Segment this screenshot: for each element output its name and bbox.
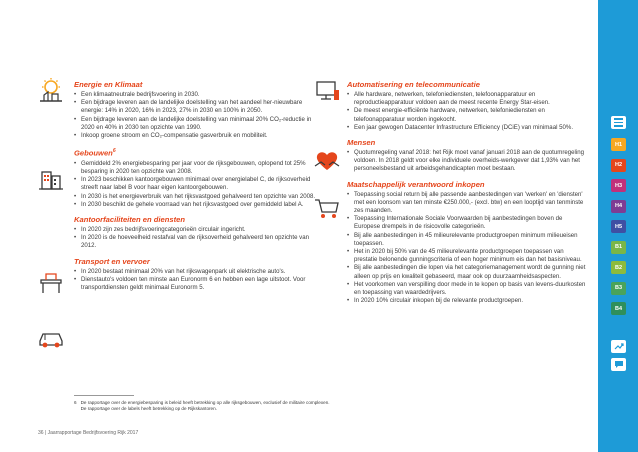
nav-item-h4[interactable]: H4 — [611, 200, 626, 213]
nav-item-b4[interactable]: B4 — [611, 302, 626, 315]
list-item: • Bij alle aanbestedingen die lopen via het categoriemanagement wordt de gunning niet alleen op prijs en kwaliteit gebaseerd, maar ook op duurzaamheidsaspecten. — [347, 264, 587, 280]
list-item: • Gemiddeld 2% energiebesparing per jaar voor de rijksgebouwen, oplopend tot 25% besparing in 2020 ten opzichte van 2008. — [74, 160, 324, 176]
section-procurement — [347, 180, 587, 306]
nav-item-b1[interactable]: B1 — [611, 241, 626, 254]
section-title: Automatisering en telecommunicatie — [347, 80, 480, 89]
section-title — [74, 146, 324, 159]
list-item: • Het voorkomen van verspilling door mede in te kopen op basis van levens-duurkosten en toepassing van waardedrijvers. — [347, 281, 587, 297]
list-item: • De meest energie-efficiënte hardware, netwerken, telefoniediensten en telefoonapparatuur worden ingekocht. — [347, 107, 587, 123]
list-item: • Een klimaatneutrale bedrijfsvoering in 2030. — [74, 91, 324, 99]
list-item: • Dienstauto's voldoen ten minste aan Euronorm 6 en hebben een lage uitstoot. Voor transportdiensten geldt minimaal Euronorm 5. — [74, 276, 324, 292]
buildings-icon — [36, 164, 66, 194]
nav-item-h5[interactable]: H5 — [611, 220, 626, 233]
side-navigation — [598, 0, 638, 452]
energy-climate-icon — [36, 76, 66, 106]
share-icon[interactable] — [611, 340, 626, 353]
section-title: Energie en Klimaat — [74, 80, 143, 89]
nav-item-h1[interactable]: H1 — [611, 138, 626, 151]
list-item: • In 2023 beschikken kantoorgebouwen minimaal over energielabel C, de rijksoverheid streeft naar label B voor haar eigen kantoorgebouwen. — [74, 176, 324, 192]
section-buildings — [74, 146, 324, 209]
list-item: • Toepassing Internationale Sociale Voorwaarden bij aanbestedingen boven de Europese drempels in de risicovolle categorieën. — [347, 215, 587, 231]
list-item: • Het in 2020 bij 50% van de 45 milieurelevante productgroepen toepassen van prestatie belonende gunningscriteria of een hoger minimum eis dan het basisniveau. — [347, 248, 587, 264]
footnote-ref[interactable]: 6 — [112, 148, 116, 155]
section-energy-climate — [74, 80, 324, 140]
list-item: • Alle hardware, netwerken, telefoniediensten, telefoonapparatuur en reproductieapparatuur voldoen aan de meest recente Energy Star-eisen. — [347, 91, 587, 107]
left-column — [74, 80, 324, 298]
section-title: Mensen — [347, 138, 376, 148]
list-item: • In 2020 10% circulair inkopen bij de relevante productgroepen. — [347, 297, 587, 305]
section-office-facilities — [74, 215, 324, 251]
comment-icon[interactable] — [611, 358, 626, 371]
nav-item-b2[interactable]: B2 — [611, 261, 626, 274]
list-item: • In 2020 is de hoeveelheid restafval van de rijksoverheid gehalveerd ten opzichte van 2012. — [74, 234, 324, 250]
footnote-divider — [74, 395, 134, 396]
list-item: • Inkoop groene stroom en CO₂-compensatie gasverbruik en mobiliteit. — [74, 132, 324, 140]
list-item: • In 2030 beschikt de gehele voorraad van het rijksvastgoed over gemiddeld label A. — [74, 201, 324, 209]
section-title: Maatschappelijk verantwoord inkopen — [347, 179, 485, 189]
list-item: • In 2020 bestaat minimaal 20% van het rijkswagenpark uit elektrische auto's. — [74, 268, 324, 276]
list-item: • Een bijdrage leveren aan de landelijke doelstelling van het aandeel her-nieuwbare energie: 14% in 2020, 16% in 2023, 27% in 2030 en 100% in 2050. — [74, 99, 324, 115]
section-automation — [347, 80, 587, 132]
nav-item-h2[interactable]: H2 — [611, 159, 626, 172]
list-item: • In 2020 zijn zes bedrijfsvoeringcategorieën circulair ingericht. — [74, 226, 324, 234]
nav-item-h3[interactable]: H3 — [611, 179, 626, 192]
footnote — [74, 400, 332, 412]
office-facilities-icon — [36, 268, 66, 298]
list-item: • In 2030 is het energieverbruik van het rijksvastgoed gehalveerd ten opzichte van 2008. — [74, 193, 324, 201]
section-title: Kantoorfaciliteiten en diensten — [74, 214, 185, 224]
page-footer: 36 | Jaarrapportage Bedrijfsvoering Rijk 2017 — [38, 430, 139, 436]
nav-item-b3[interactable]: B3 — [611, 282, 626, 295]
right-column — [347, 80, 587, 311]
list-item: • Een bijdrage leveren aan de landelijke doelstelling van minimaal 20% CO₂-reductie in 2020 en 40% in 2030 ten opzichte van 1990. — [74, 116, 324, 132]
menu-icon[interactable] — [611, 116, 626, 129]
car-icon — [36, 322, 66, 352]
list-item: • Quotumregeling vanaf 2018: het Rijk moet vanaf januari 2018 aan de quotumregeling voldoen. In 2018 geldt voor elke individuele overheids-werkgever dat 1,93% van het personeelsbestand uit arbeidsgehandicapten moet bestaan. — [347, 149, 587, 174]
list-item: • Een jaar gewogen Datacenter Infrastructure Efficiency (DCiE) van minimaal 50%. — [347, 124, 587, 132]
list-item: • Bij alle aanbestedingen in 45 milieurelevante productgroepen minimum milieueisen toepassen. — [347, 232, 587, 248]
footnote-text: De rapportage over de energiebesparing is beleid heeft betrekking op alle rijksgebouwen, exclusief de militaire complexen. De rapportage over de labels heeft betrekking op de Rijkskantoren. — [80, 400, 330, 411]
footnote-number: 6 — [74, 400, 77, 405]
list-item: • Toepassing social return bij alle passende aanbestedingen van 'werken' en 'diensten' met een loonsom van ten minste €250.000,- (excl. btw) en een looptijd van tenminste zes maanden. — [347, 191, 587, 216]
section-title: Transport en vervoer — [74, 256, 150, 266]
section-people — [347, 138, 587, 174]
section-transport — [74, 257, 324, 293]
section-title-text: Gebouwen — [74, 148, 113, 158]
